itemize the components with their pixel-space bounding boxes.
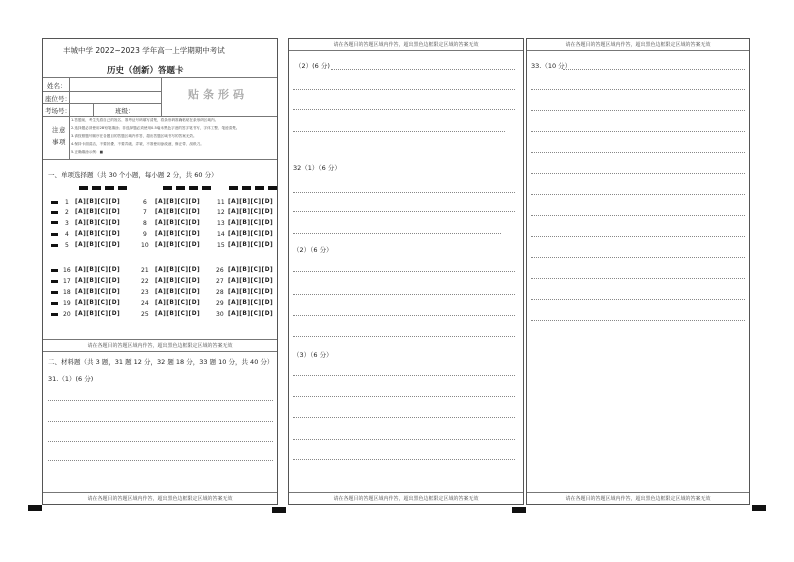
option-bubbles[interactable]: [A][B][C][D] — [155, 242, 201, 248]
question-31-2: （2）(6 分) — [295, 62, 330, 70]
answer-column-1 — [42, 38, 278, 505]
question-number: 22 — [141, 278, 149, 285]
option-bubbles[interactable]: [A][B][C][D] — [228, 231, 274, 237]
question-number: 19 — [63, 300, 71, 307]
option-bubbles[interactable]: [A][B][C][D] — [75, 209, 121, 215]
question-number: 14 — [217, 231, 225, 238]
option-bubbles[interactable]: [A][B][C][D] — [75, 289, 121, 295]
room-label: 考场号： — [45, 107, 71, 115]
option-bubbles[interactable]: [A][B][C][D] — [228, 199, 274, 205]
notice-label-3: 事 — [52, 138, 59, 146]
question-number: 3 — [65, 220, 69, 227]
option-bubbles[interactable]: [A][B][C][D] — [75, 278, 121, 284]
question-33: 33.（10 分） — [531, 62, 572, 70]
notice-label-4: 项 — [59, 138, 66, 146]
option-bubbles[interactable]: [A][B][C][D] — [75, 300, 121, 306]
alignment-mark — [272, 507, 286, 513]
question-31-1: 31.（1）(6 分) — [48, 375, 94, 383]
question-number: 21 — [141, 267, 149, 274]
option-bubbles[interactable]: [A][B][C][D] — [228, 242, 274, 248]
barcode-area[interactable]: 贴条形码 — [188, 88, 248, 101]
alignment-mark — [752, 505, 766, 511]
option-bubbles[interactable]: [A][B][C][D] — [75, 199, 121, 205]
option-bubbles[interactable]: [A][B][C][D] — [155, 267, 201, 273]
question-number: 15 — [217, 242, 225, 249]
question-number: 29 — [216, 300, 224, 307]
alignment-mark — [28, 505, 42, 511]
class-label: 班级： — [115, 107, 135, 115]
option-bubbles[interactable]: [A][B][C][D] — [75, 311, 121, 317]
option-bubbles[interactable]: [A][B][C][D] — [228, 311, 274, 317]
answer-column-2 — [288, 38, 524, 505]
question-32-2: （2）（6 分） — [293, 246, 333, 254]
question-number: 6 — [143, 199, 147, 206]
question-number: 8 — [143, 220, 147, 227]
option-bubbles[interactable]: [A][B][C][D] — [155, 209, 201, 215]
school-title: 丰城中学 2022~2023 学年高一上学期期中考试 — [63, 46, 225, 55]
option-bubbles[interactable]: [A][B][C][D] — [75, 267, 121, 273]
answer-column-3 — [526, 38, 750, 505]
section2-title: 二、材料题（共 3 题，31 题 12 分，32 题 18 分，33 题 10 分，共 40 分） — [48, 358, 274, 366]
option-bubbles[interactable]: [A][B][C][D] — [75, 231, 121, 237]
area-notice: 请在各题目的答题区域内作答，超出黑色边框限定区域的答案无效 — [565, 42, 711, 48]
name-label: 姓名： — [47, 82, 67, 90]
area-notice: 请在各题目的答题区域内作答，超出黑色边框限定区域的答案无效 — [333, 42, 479, 48]
alignment-mark — [512, 507, 526, 513]
question-number: 12 — [217, 209, 225, 216]
question-number: 10 — [141, 242, 149, 249]
question-number: 4 — [65, 231, 69, 238]
option-bubbles[interactable]: [A][B][C][D] — [155, 199, 201, 205]
notice-line-4: 4.保持卡面清洁，不要折叠、不要弄破、弄皱，不准使用涂改液、修正带、刮纸刀。 — [71, 142, 204, 146]
section1-title: 一、单项选择题（共 30 个小题，每小题 2 分，共 60 分） — [48, 171, 218, 179]
question-number: 30 — [216, 311, 224, 318]
option-bubbles[interactable]: [A][B][C][D] — [155, 300, 201, 306]
question-number: 23 — [141, 289, 149, 296]
card-title: 历史（创新）答题卡 — [107, 66, 184, 76]
area-notice: 请在各题目的答题区域内作答，超出黑色边框限定区域的答案无效 — [333, 496, 479, 502]
notice-line-1: 1.答题前，考生先将自己的姓名、准考证号码填写清楚，将条形码准确粘贴在条形码区域内。 — [71, 118, 219, 122]
notice-line-2: 2.选择题必须使用2B铅笔填涂；非选择题必须使用0.5毫米黑色字迹的签字笔书写，字体工整、笔迹清楚。 — [71, 126, 240, 130]
area-notice: 请在各题目的答题区域内作答，超出黑色边框限定区域的答案无效 — [87, 496, 233, 502]
question-number: 28 — [216, 289, 224, 296]
option-bubbles[interactable]: [A][B][C][D] — [155, 220, 201, 226]
question-number: 9 — [143, 231, 147, 238]
option-bubbles[interactable]: [A][B][C][D] — [228, 300, 274, 306]
option-bubbles[interactable]: [A][B][C][D] — [228, 278, 274, 284]
option-bubbles[interactable]: [A][B][C][D] — [228, 267, 274, 273]
question-number: 20 — [63, 311, 71, 318]
option-bubbles[interactable]: [A][B][C][D] — [155, 311, 201, 317]
question-number: 2 — [65, 209, 69, 216]
question-number: 11 — [217, 199, 225, 206]
question-32-3: （3）（6 分） — [293, 351, 333, 359]
option-bubbles[interactable]: [A][B][C][D] — [75, 220, 121, 226]
option-bubbles[interactable]: [A][B][C][D] — [228, 220, 274, 226]
area-notice: 请在各题目的答题区域内作答，超出黑色边框限定区域的答案无效 — [565, 496, 711, 502]
option-bubbles[interactable]: [A][B][C][D] — [155, 231, 201, 237]
question-number: 5 — [65, 242, 69, 249]
option-bubbles[interactable]: [A][B][C][D] — [228, 209, 274, 215]
question-number: 27 — [216, 278, 224, 285]
question-number: 25 — [141, 311, 149, 318]
notice-line-3: 3.请按照题号顺序在各题目的答题区域内作答，超出答题区域书写的答案无效。 — [71, 134, 197, 138]
question-number: 16 — [63, 267, 71, 274]
notice-label-1: 注 — [52, 126, 59, 134]
question-32-1: 32（1）（6 分） — [293, 164, 341, 172]
option-bubbles[interactable]: [A][B][C][D] — [75, 242, 121, 248]
question-number: 7 — [143, 209, 147, 216]
seat-label: 座位号： — [45, 95, 71, 103]
question-number: 1 — [65, 199, 69, 206]
question-number: 13 — [217, 220, 225, 227]
option-bubbles[interactable]: [A][B][C][D] — [155, 289, 201, 295]
area-notice: 请在各题目的答题区域内作答，超出黑色边框限定区域的答案无效 — [87, 343, 233, 349]
question-number: 26 — [216, 267, 224, 274]
question-number: 24 — [141, 300, 149, 307]
option-bubbles[interactable]: [A][B][C][D] — [155, 278, 201, 284]
option-bubbles[interactable]: [A][B][C][D] — [228, 289, 274, 295]
question-number: 18 — [63, 289, 71, 296]
question-number: 17 — [63, 278, 71, 285]
notice-label-2: 意 — [59, 126, 66, 134]
notice-line-5: 5.正确填涂示例：■ — [71, 150, 103, 154]
